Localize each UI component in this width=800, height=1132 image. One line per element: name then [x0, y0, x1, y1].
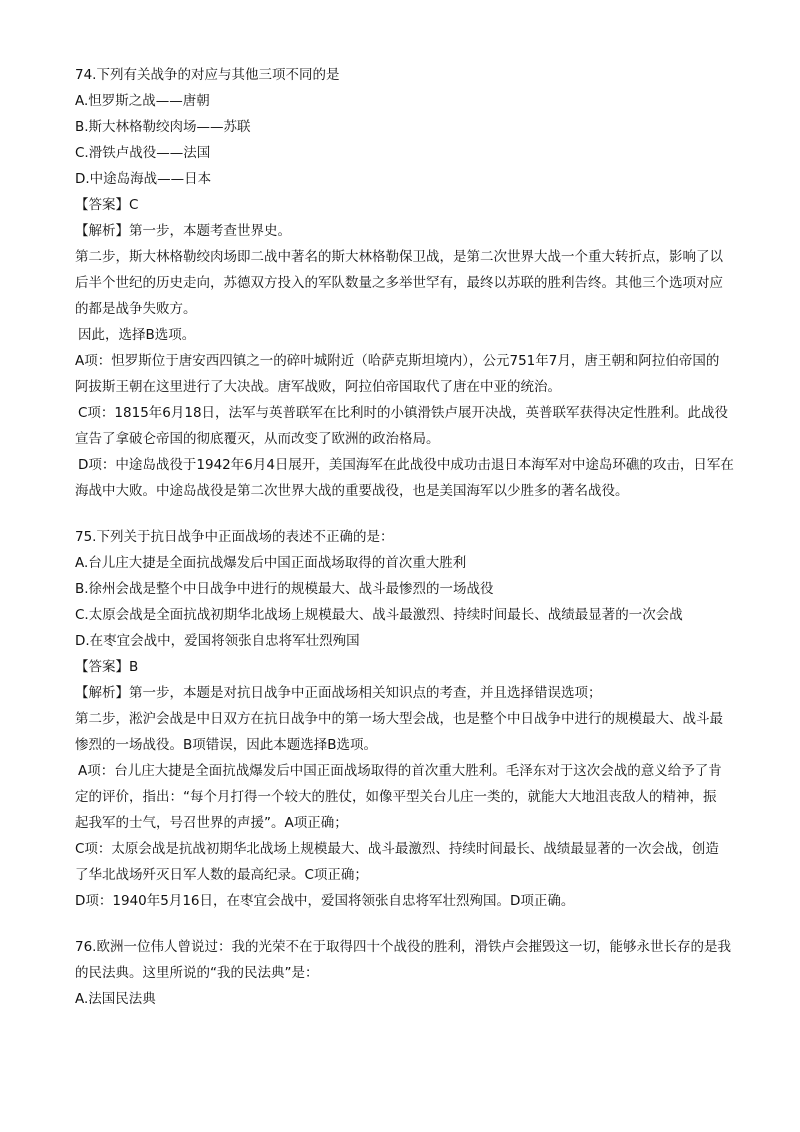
question-75-analysis-line: 了华北战场歼灭日军人数的最高纪录。C项正确；: [75, 867, 368, 883]
question-76-stem: 的民法典。这里所说的“我的民法典”是：: [75, 965, 319, 981]
question-76: [75, 934, 735, 1012]
question-75-option-a: A.台儿庄大捷是全面抗战爆发后中国正面战场取得的首次重大胜利: [75, 555, 467, 571]
question-75-option-d: D.在枣宜会战中，爱国将领张自忠将军壮烈殉国: [75, 633, 360, 649]
question-75-analysis-line: A项：台儿庄大捷是全面抗战爆发后中国正面战场取得的首次重大胜利。毛泽东对于这次会战的意义给予了肯: [78, 763, 722, 779]
question-74-stem: 74.下列有关战争的对应与其他三项不同的是: [75, 67, 340, 83]
question-75-analysis-line: 定的评价，指出：“每个月打得一个较大的胜仗，如像平型关台儿庄一类的，就能大大地沮丧敌人的精神，振: [75, 789, 717, 805]
question-74-option-a: A.怛罗斯之战——唐朝: [75, 93, 210, 109]
section-spacer: [75, 504, 735, 524]
question-74-analysis-line: C项：1815年6月18日，法军与英普联军在比利时的小镇滑铁卢展开决战，英普联军获得决定性胜利。此战役: [78, 405, 729, 421]
question-76-stem: 76.欧洲一位伟人曾说过：我的光荣不在于取得四十个战役的胜利，滑铁卢会摧毁这一切，能够永世长存的是我: [75, 939, 731, 955]
question-74-option-c: C.滑铁卢战役——法国: [75, 145, 211, 161]
question-75-option-b: B.徐州会战是整个中日战争中进行的规模最大、战斗最惨烈的一场战役: [75, 581, 494, 597]
question-74-analysis-line: 阿拔斯王朝在这里进行了大决战。唐军战败，阿拉伯帝国取代了唐在中亚的统治。: [75, 379, 561, 395]
question-75-analysis-line: D项：1940年5月16日，在枣宜会战中，爱国将领张自忠将军壮烈殉国。D项正确。: [75, 893, 575, 909]
question-75-option-c: C.太原会战是全面抗战初期华北战场上规模最大、战斗最激烈、持续时间最长、战绩最显著的一次会战: [75, 607, 683, 623]
question-75-analysis-line: 第二步，淞沪会战是中日双方在抗日战争中的第一场大型会战，也是整个中日战争中进行的规模最大、战斗最: [75, 711, 723, 727]
document-page: [75, 62, 735, 1012]
question-75-answer: 【答案】B: [75, 659, 139, 675]
question-75-analysis-line: 【解析】第一步，本题是对抗日战争中正面战场相关知识点的考查，并且选择错误选项；: [75, 685, 602, 701]
question-74-analysis-line: D项：中途岛战役于1942年6月4日展开，美国海军在此战役中成功击退日本海军对中途岛环礁的攻击，日军在: [78, 457, 734, 473]
question-75-analysis-line: 惨烈的一场战役。B项错误，因此本题选择B选项。: [75, 737, 378, 753]
question-74-analysis-line: A项：怛罗斯位于唐安西四镇之一的碎叶城附近（哈萨克斯坦境内），公元751年7月，唐王朝和阿拉伯帝国的: [75, 353, 720, 369]
question-74-analysis-line: 第二步，斯大林格勒绞肉场即二战中著名的斯大林格勒保卫战，是第二次世界大战一个重大转折点，影响了以: [75, 249, 723, 265]
question-76-option-a: A.法国民法典: [75, 991, 156, 1007]
question-75: [75, 524, 735, 914]
section-spacer: [75, 914, 735, 934]
question-74-analysis-line: 宣告了拿破仑帝国的彻底覆灭，从而改变了欧洲的政治格局。: [75, 431, 440, 447]
question-74-analysis-line: 的都是战争失败方。: [75, 301, 197, 317]
question-74-analysis-line: 因此，选择B选项。: [78, 327, 196, 343]
question-74-answer: 【答案】C: [75, 197, 139, 213]
question-74-option-b: B.斯大林格勒绞肉场——苏联: [75, 119, 251, 135]
question-74-option-d: D.中途岛海战——日本: [75, 171, 212, 187]
question-74-analysis-line: 【解析】第一步，本题考查世界史。: [75, 223, 291, 239]
question-74-analysis-line: 海战中大败。中途岛战役是第二次世界大战的重要战役，也是美国海军以少胜多的著名战役。: [75, 483, 629, 499]
question-75-stem: 75.下列关于抗日战争中正面战场的表述不正确的是：: [75, 529, 394, 545]
question-75-analysis-line: 起我军的士气，号召世界的声援”。A项正确；: [75, 815, 348, 831]
question-75-analysis-line: C项：太原会战是抗战初期华北战场上规模最大、战斗最激烈、持续时间最长、战绩最显著的一次会战，创造: [75, 841, 719, 857]
question-74-analysis-line: 后半个世纪的历史走向，苏德双方投入的军队数量之多举世罕有，最终以苏联的胜利告终。其他三个选项对应: [75, 275, 723, 291]
question-74: [75, 62, 735, 504]
